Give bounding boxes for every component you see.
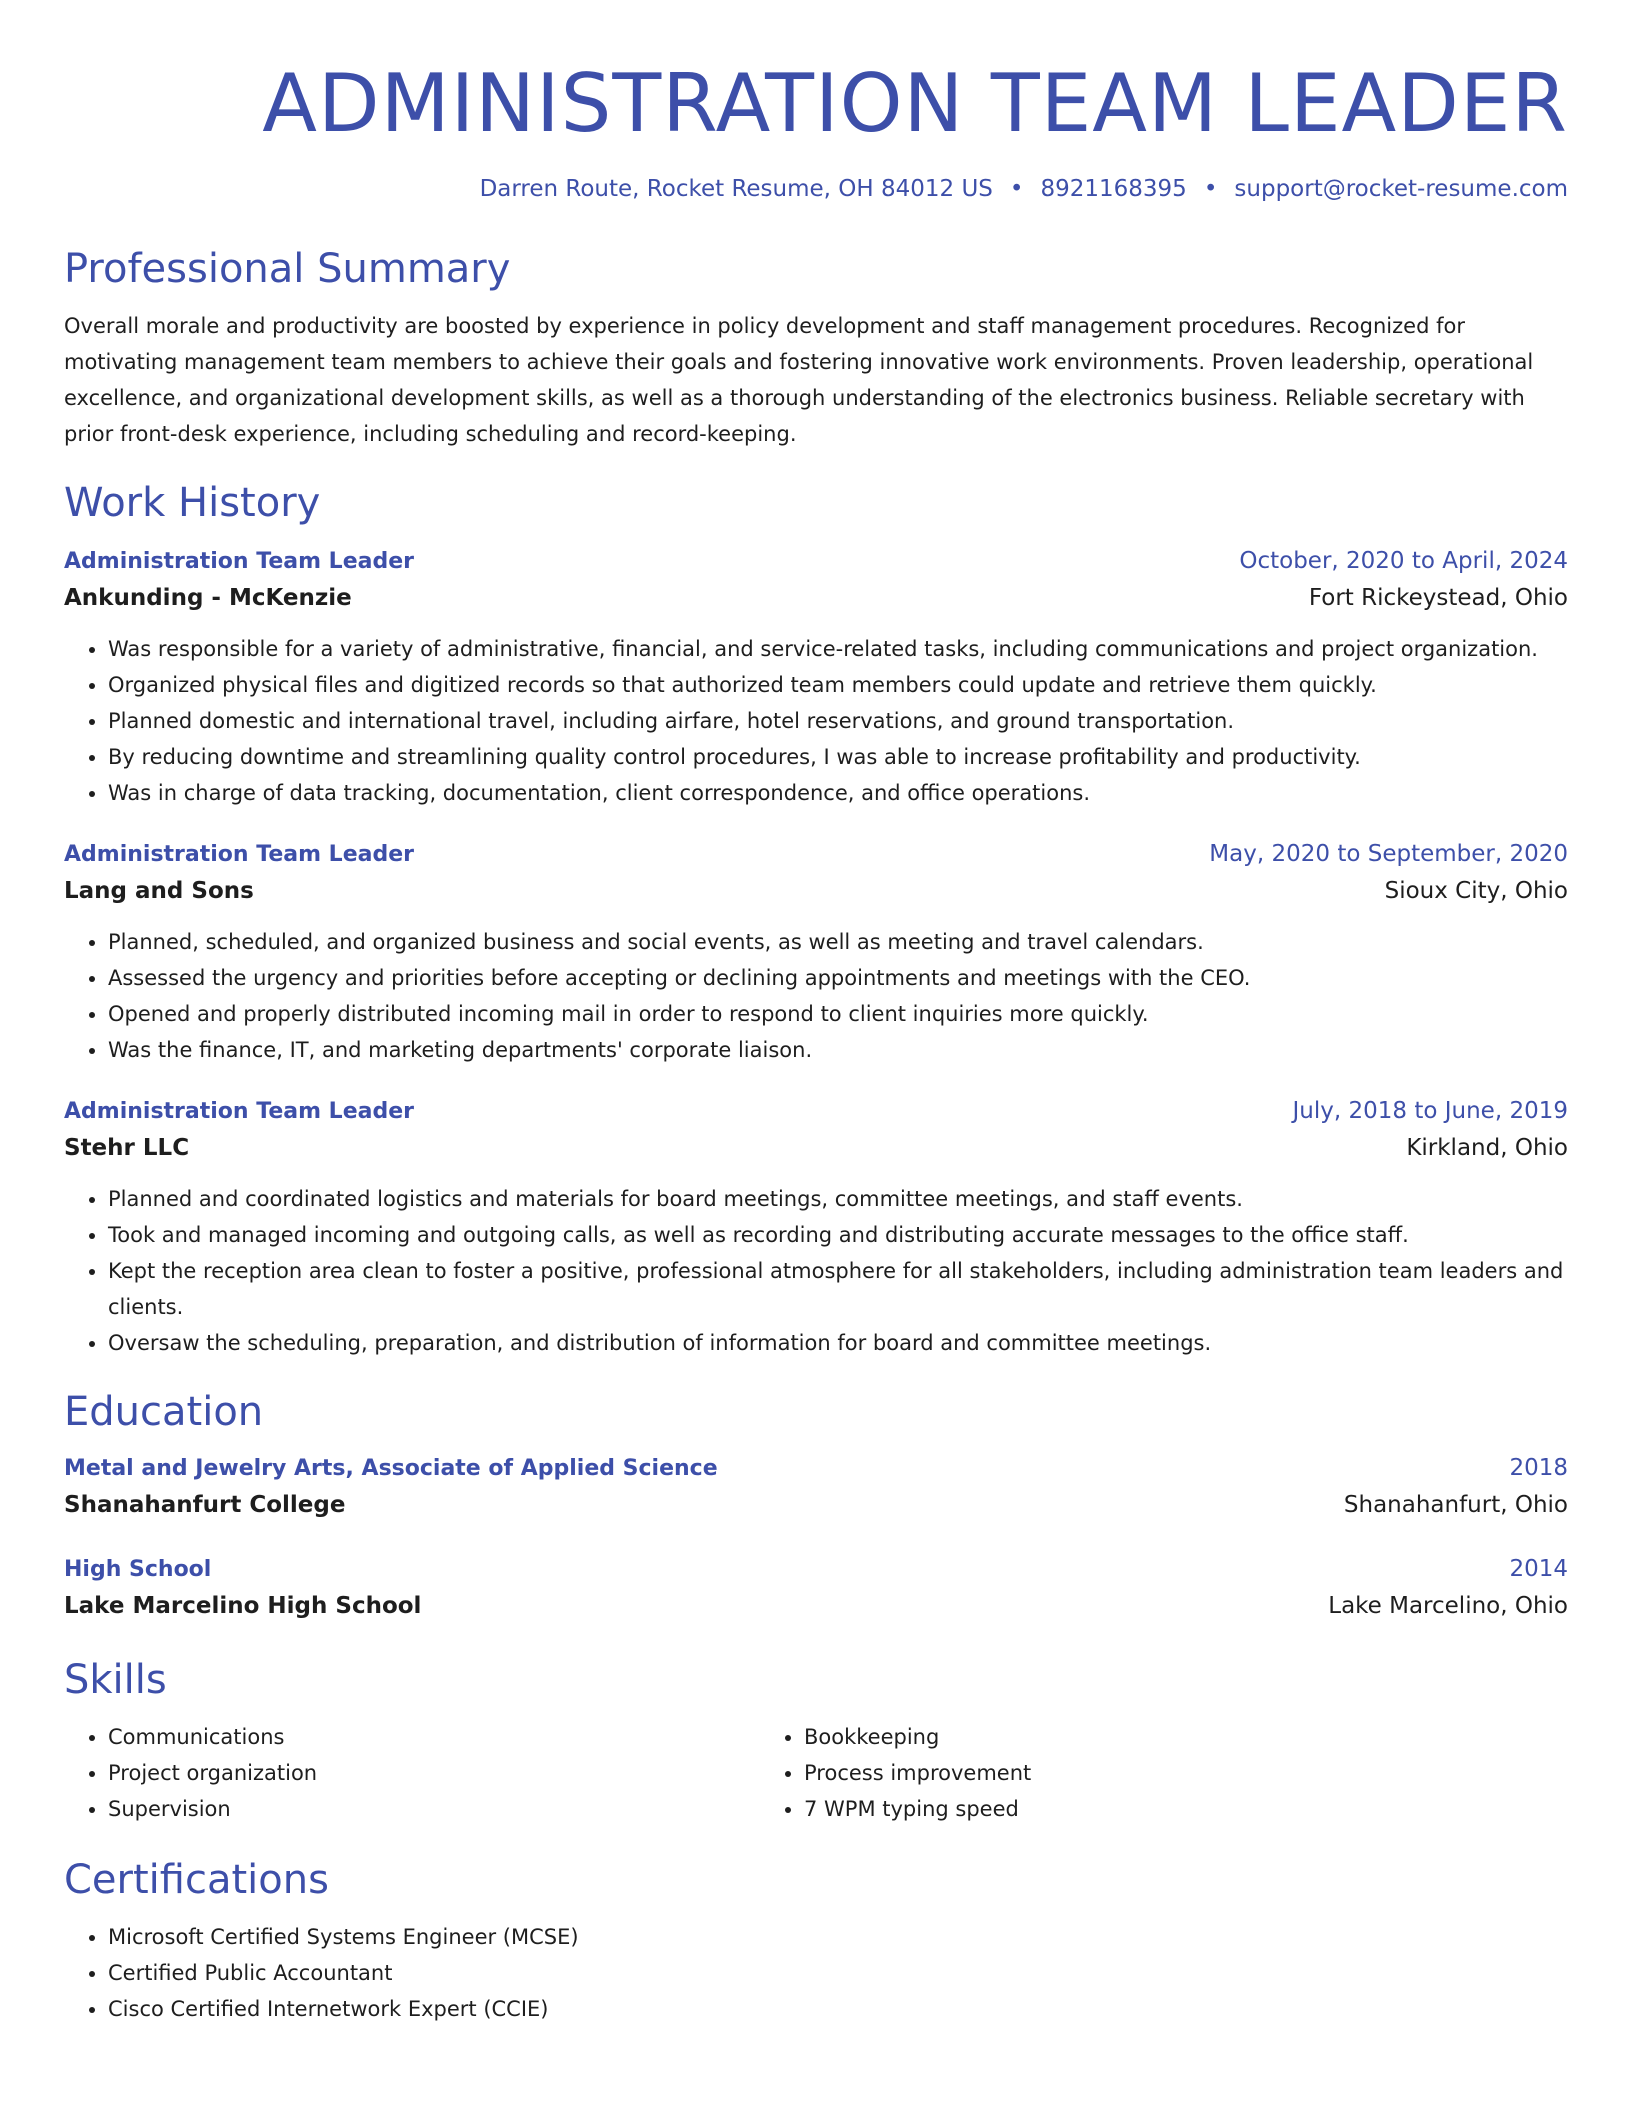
contact-address: Darren Route, Rocket Resume, OH 84012 US (479, 176, 993, 202)
job-duty: • Planned domestic and international travel, including airfare, hotel reservations, and ground transportation. (108, 703, 1568, 739)
job-duties-list (64, 631, 1568, 811)
job-title-row (64, 544, 1568, 579)
education-location: Shanahanfurt, Ohio (1343, 1492, 1568, 1518)
contact-phone: 8921168395 (1040, 176, 1187, 202)
skills-columns (64, 1719, 1568, 1827)
job-location: Kirkland, Ohio (1406, 1135, 1568, 1161)
job-duties-list (64, 1181, 1568, 1361)
education-degree: High School (64, 1557, 212, 1582)
job-company-row (64, 1129, 1568, 1167)
education-entry (64, 1451, 1568, 1524)
job-duty: • Was in charge of data tracking, documentation, client correspondence, and office operations. (108, 775, 1568, 811)
education-degree-row (64, 1451, 1568, 1486)
education-heading: Education (64, 1389, 264, 1435)
summary-heading: Professional Summary (64, 246, 511, 292)
education-school-row (64, 1587, 1568, 1625)
job-company: Ankunding - McKenzie (64, 585, 352, 611)
job-duty: • Planned and coordinated logistics and materials for board meetings, committee meetings, and staff events. (108, 1181, 1568, 1217)
education-degree-row (64, 1552, 1568, 1587)
skill-item: • Project organization (108, 1755, 760, 1791)
job-title: Administration Team Leader (64, 1099, 414, 1124)
certification-item: • Cisco Certified Internetwork Expert (CCIE) (108, 1991, 1568, 2027)
work-history-section (64, 478, 1568, 1361)
job-duty: • Kept the reception area clean to foster a positive, professional atmosphere for all stakeholders, including administration team leaders and clients. (108, 1253, 1568, 1325)
contact-email: support@rocket-resume.com (1234, 176, 1568, 202)
job-dates: May, 2020 to September, 2020 (1209, 841, 1568, 867)
job-title-row (64, 1094, 1568, 1129)
job-duty: • Took and managed incoming and outgoing calls, as well as recording and distributing accurate messages to the office staff. (108, 1217, 1568, 1253)
education-year: 2018 (1509, 1455, 1568, 1481)
job-location: Sioux City, Ohio (1384, 878, 1568, 904)
education-school: Shanahanfurt College (64, 1492, 346, 1518)
skills-list-right (760, 1719, 1568, 1827)
education-school-row (64, 1486, 1568, 1524)
resume-header (64, 0, 1568, 204)
certifications-heading: Certifications (64, 1857, 329, 1903)
job-company: Stehr LLC (64, 1135, 190, 1161)
certifications-list (64, 1919, 1568, 2027)
job-duty: • Was the finance, IT, and marketing departments' corporate liaison. (108, 1032, 1568, 1068)
summary-section (64, 244, 1568, 452)
job-company: Lang and Sons (64, 878, 254, 904)
skill-item: • 7 WPM typing speed (804, 1791, 1568, 1827)
contact-separator: • (1203, 176, 1218, 202)
education-school: Lake Marcelino High School (64, 1593, 422, 1619)
education-section (64, 1387, 1568, 1625)
job-duty: • Planned, scheduled, and organized business and social events, as well as meeting and travel calendars. (108, 924, 1568, 960)
job-location: Fort Rickeystead, Ohio (1308, 585, 1568, 611)
job-title: Administration Team Leader (64, 549, 414, 574)
job-duty: • Oversaw the scheduling, preparation, and distribution of information for board and committee meetings. (108, 1325, 1568, 1361)
job-duty: • By reducing downtime and streamlining quality control procedures, I was able to increase profitability and productivity. (108, 739, 1568, 775)
resume-title: ADMINISTRATION TEAM LEADER (262, 57, 1568, 150)
skill-item: • Process improvement (804, 1755, 1568, 1791)
resume-page (64, 0, 1568, 2027)
skills-section (64, 1655, 1568, 1827)
job-company-row (64, 579, 1568, 617)
certifications-section (64, 1855, 1568, 2027)
skill-item: • Bookkeeping (804, 1719, 1568, 1755)
job-company-row (64, 872, 1568, 910)
work-history-heading: Work History (64, 480, 321, 526)
job-duty: • Was responsible for a variety of administrative, financial, and service-related tasks, including communications and project organization. (108, 631, 1568, 667)
summary-text: Overall morale and productivity are boosted by experience in policy development and staff management procedures. Recognized for motivating management team members to achieve their goals and fostering innovative work environments. Proven leadership, operational excellence, and organizational development skills, as well as a thorough understanding of the electronics business. Reliable secretary with prior front-desk experience, including scheduling and record-keeping. (64, 314, 1534, 446)
job-entry (64, 1094, 1568, 1361)
job-duty: • Assessed the urgency and priorities before accepting or declining appointments and meetings with the CEO. (108, 960, 1568, 996)
education-entry (64, 1552, 1568, 1625)
education-year: 2014 (1509, 1556, 1568, 1582)
certification-item: • Certified Public Accountant (108, 1955, 1568, 1991)
job-entry (64, 544, 1568, 811)
job-entry (64, 837, 1568, 1068)
job-duty: • Organized physical files and digitized records so that authorized team members could update and retrieve them quickly. (108, 667, 1568, 703)
job-dates: July, 2018 to June, 2019 (1292, 1098, 1568, 1124)
education-degree: Metal and Jewelry Arts, Associate of Applied Science (64, 1456, 718, 1481)
job-duty: • Opened and properly distributed incoming mail in order to respond to client inquiries more quickly. (108, 996, 1568, 1032)
job-title: Administration Team Leader (64, 842, 414, 867)
contact-info (64, 174, 1568, 204)
skills-heading: Skills (64, 1657, 167, 1703)
skill-item: • Communications (108, 1719, 760, 1755)
education-location: Lake Marcelino, Ohio (1328, 1593, 1568, 1619)
job-title-row (64, 837, 1568, 872)
job-duties-list (64, 924, 1568, 1068)
contact-separator: • (1009, 176, 1024, 202)
skill-item: • Supervision (108, 1791, 760, 1827)
skills-list-left (64, 1719, 760, 1827)
certification-item: • Microsoft Certified Systems Engineer (MCSE) (108, 1919, 1568, 1955)
job-dates: October, 2020 to April, 2024 (1239, 548, 1568, 574)
